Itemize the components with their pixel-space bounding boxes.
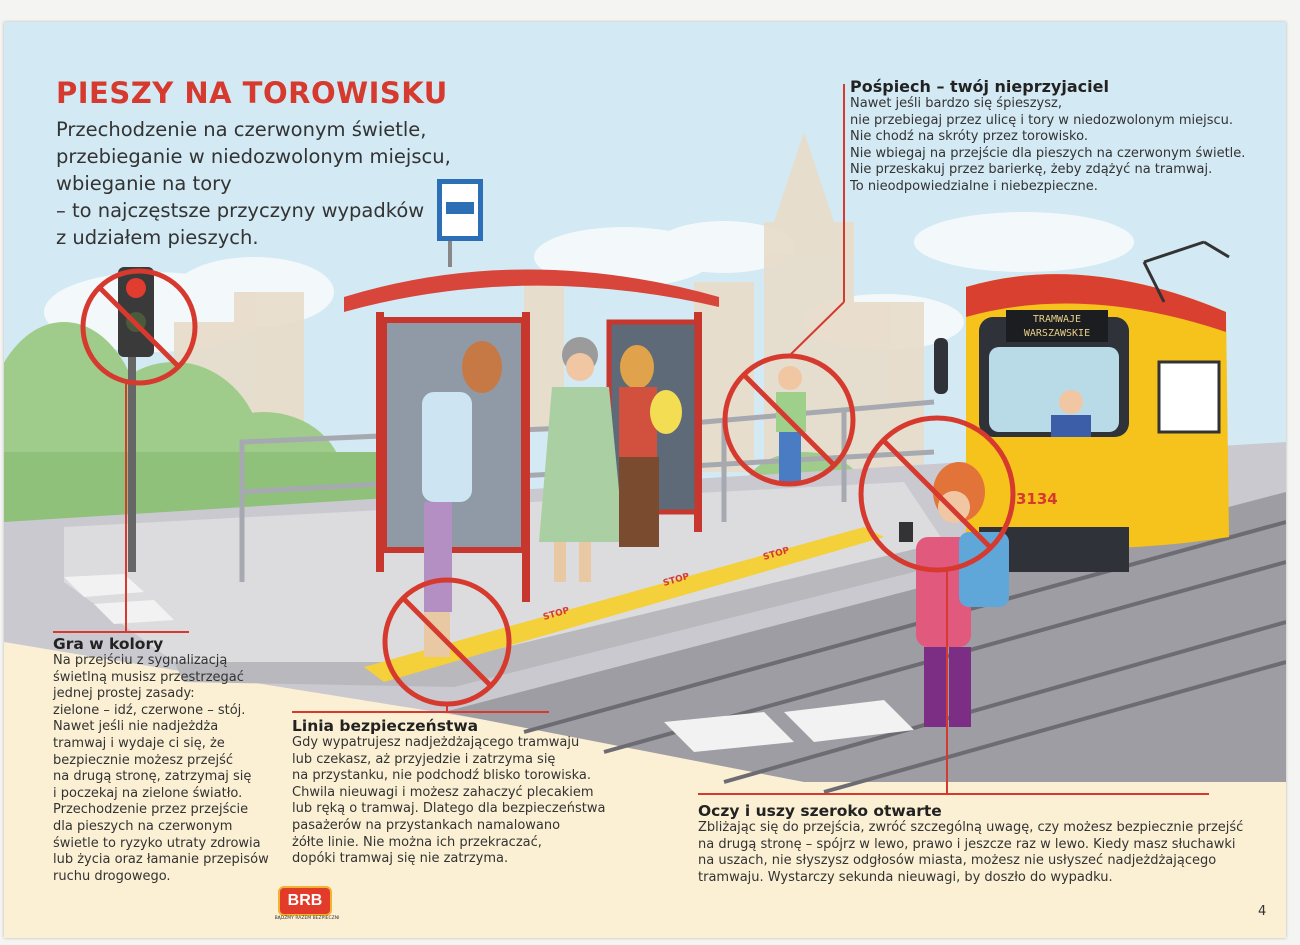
body-line: Zbliżając się do przejścia, zwróć szczególną uwagę, czy możesz bezpiecznie przejść <box>698 820 1244 835</box>
tram-number: 3134 <box>1016 490 1058 508</box>
stop-mark: STOP <box>662 571 691 589</box>
section-title: Gra w kolory <box>53 635 164 653</box>
body-line: bezpiecznie możesz przejść <box>53 752 234 768</box>
body-line: pasażerów na przystankach namalowano <box>292 817 561 833</box>
logo-tagline: BĄDŹMY RAZEM BEZPIECZNI <box>274 916 340 921</box>
body-line: Nawet jeśli bardzo się śpieszysz, <box>850 96 1062 111</box>
body-line: Nie wbiegaj na przejście dla pieszych na czerwonym świetle. <box>850 145 1246 161</box>
body-line: świetlną musisz przestrzegać <box>53 669 244 685</box>
body-line: Nie chodź na skróty przez torowisko. <box>850 129 1088 145</box>
body-line: świetle to ryzyko utraty zdrowia <box>53 835 261 851</box>
body-line: Nie przeskakuj przez barierkę, żeby zdążyć na tramwaj. <box>850 162 1213 178</box>
body-line: ruchu drogowego. <box>53 868 171 884</box>
body-line: tramwaju. Wystarczy sekunda nieuwagi, by doszło do wypadku. <box>698 869 1113 885</box>
body-line: i poczekaj na zielone światło. <box>53 785 243 801</box>
body-line: tramwaj i wydaje ci się, że <box>53 735 225 751</box>
section-title: Linia bezpieczeństwa <box>292 717 479 735</box>
body-line: Gdy wypatrujesz nadjeżdżającego tramwaju <box>292 735 580 750</box>
body-line: na uszach, nie słyszysz odgłosów miasta, możesz nie usłyszeć nadjeżdżającego <box>698 853 1217 869</box>
body-line: na drugą stronę – spójrz w lewo, prawo i jeszcze raz w lewo. Kiedy masz słuchawki <box>698 836 1236 852</box>
page-number: 4 <box>1258 904 1267 919</box>
section-body <box>53 653 269 885</box>
body-line: jednej prostej zasady: <box>53 686 195 702</box>
section-oczy-i-uszy <box>698 802 1243 886</box>
section-pospiech <box>850 77 1245 196</box>
body-line: na drugą stronę, zatrzymaj się <box>53 769 252 785</box>
logo-mark: BRB <box>278 886 332 916</box>
body-line: To nieodpowiedzialne i niebezpieczne. <box>850 178 1098 194</box>
body-line: na przystanku, nie podchodź blisko torowiska. <box>292 768 592 784</box>
section-body <box>292 735 605 868</box>
body-line: Nawet jeśli nie nadjeżdża <box>53 719 219 735</box>
section-title: Pośpiech – twój nieprzyjaciel <box>850 77 1109 96</box>
body-line: dopóki tramwaj się nie zatrzyma. <box>292 851 509 867</box>
intro-line: przebieganie w niedozwolonym miejscu, <box>56 145 451 168</box>
section-linia-bezpieczenstwa <box>292 717 605 868</box>
body-line: Przechodzenie przez przejście <box>53 802 249 818</box>
body-line: dla pieszych na czerwonym <box>53 818 233 834</box>
body-line: żółte linie. Nie można ich przekraczać, <box>292 834 542 850</box>
section-body <box>698 820 1243 886</box>
intro-line: z udziałem pieszych. <box>56 226 259 249</box>
body-line: zielone – idź, czerwone – stój. <box>53 702 246 718</box>
page-title: PIESZY NA TOROWISKU <box>56 76 448 110</box>
brochure-page <box>4 22 1286 938</box>
tram-destination-line1: TRAMWAJE <box>1032 314 1082 325</box>
body-line: lub czekasz, aż przyjedzie i zatrzyma się <box>292 751 556 767</box>
intro-line: – to najczęstsze przyczyny wypadków <box>56 199 425 222</box>
stop-mark: STOP <box>542 605 571 623</box>
section-gra-w-kolory <box>53 635 269 885</box>
tram-destination-line2: WARSZAWSKIE <box>1023 328 1091 339</box>
section-title: Oczy i uszy szeroko otwarte <box>698 802 942 820</box>
body-line: nie przebiegaj przez ulicę i tory w niedozwolonym miejscu. <box>850 112 1234 128</box>
body-line: lub życia oraz łamanie przepisów <box>53 852 269 868</box>
brb-logo <box>272 884 340 924</box>
intro-line: wbieganie na tory <box>56 172 232 195</box>
body-line: Na przejściu z sygnalizacją <box>53 653 228 668</box>
body-line: Chwila nieuwagi i możesz zahaczyć plecakiem <box>292 784 594 800</box>
body-line: lub ręką o tramwaj. Dlatego dla bezpieczeństwa <box>292 801 606 817</box>
intro-line: Przechodzenie na czerwonym świetle, <box>56 118 427 141</box>
stop-mark: STOP <box>762 545 791 563</box>
intro-text <box>56 116 451 251</box>
section-body <box>850 96 1245 196</box>
